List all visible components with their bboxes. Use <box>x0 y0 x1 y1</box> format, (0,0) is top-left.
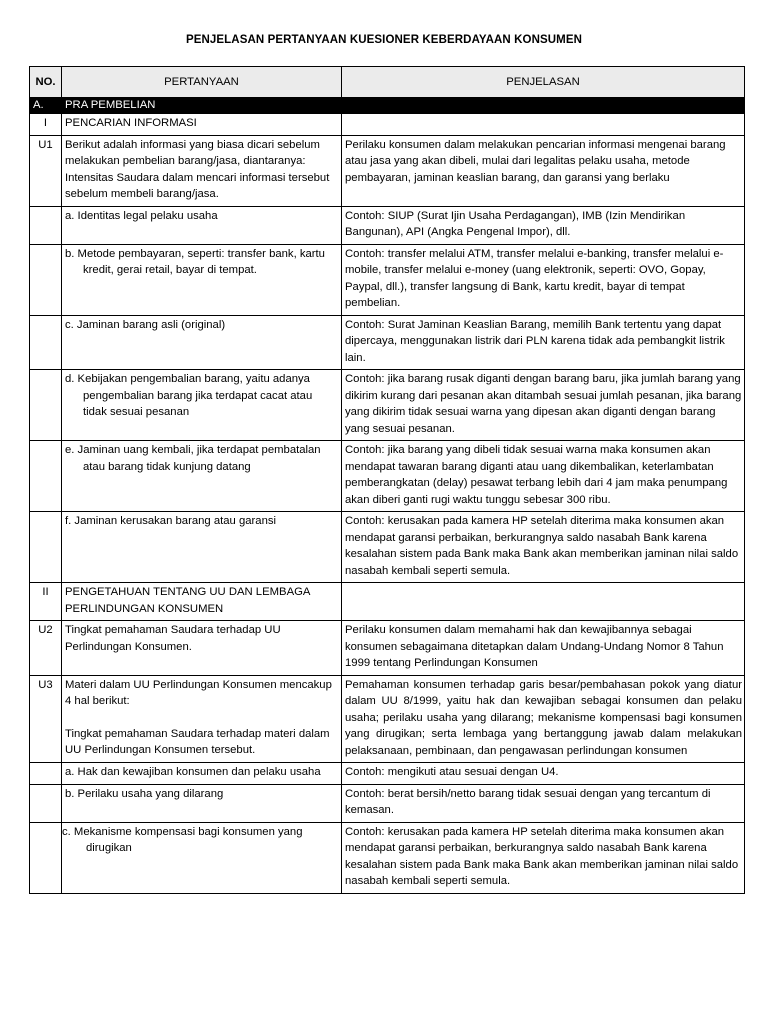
questionnaire-table <box>29 66 745 894</box>
question-prompt: Intensitas Saudara dalam mencari informasi tersebut sebelum membeli barang/jasa. <box>65 171 330 200</box>
question-intro: Materi dalam UU Perlindungan Konsumen mencakup 4 hal berikut: <box>65 678 332 707</box>
item-no-empty <box>30 370 62 441</box>
question-row-u3 <box>30 675 745 763</box>
item-label: f. Jaminan kerusakan barang atau garansi <box>62 512 342 583</box>
header-pertanyaan: PERTANYAAN <box>62 67 342 98</box>
section-empty <box>342 98 745 114</box>
section-no: A. <box>30 98 62 114</box>
item-label: a. Identitas legal pelaku usaha <box>62 206 342 244</box>
item-row <box>30 441 745 512</box>
item-no-empty <box>30 206 62 244</box>
header-penjelasan: PENJELASAN <box>342 67 745 98</box>
group-label: PENCARIAN INFORMASI <box>62 114 342 136</box>
item-label: c. Jaminan barang asli (original) <box>62 315 342 370</box>
question-text <box>62 135 342 206</box>
question-explanation: Perilaku konsumen dalam memahami hak dan kewajibannya sebagai konsumen sebagaimana ditetapkan dalam Undang-Undang Nomor 8 Tahun 1999 tentang Perlindungan Konsumen <box>342 621 745 676</box>
item-explanation: Contoh: jika barang yang dibeli tidak sesuai warna maka konsumen akan mendapat tawaran barang diganti atau uang dikembalikan, keterlambatan pemberangkatan (delay) pesawat terbang lebih dari 4 jam maka penumpang akan diberi ganti rugi waktu tunggu sebesar 300 ribu. <box>342 441 745 512</box>
item-row <box>30 822 745 893</box>
header-no: NO. <box>30 67 62 98</box>
question-prompt: Tingkat pemahaman Saudara terhadap materi dalam UU Perlindungan Konsumen tersebut. <box>65 727 330 756</box>
question-no: U1 <box>30 135 62 206</box>
item-explanation: Contoh: kerusakan pada kamera HP setelah diterima maka konsumen akan mendapat garansi perbaikan, berkurangnya saldo nasabah Bank karena kesalahan sistem pada Bank maka Bank akan memberikan jaminan nilai saldo nasabah kembali seperti semula. <box>342 512 745 583</box>
item-row <box>30 206 745 244</box>
question-intro: Berikut adalah informasi yang biasa dicari sebelum melakukan pembelian barang/jasa, diantaranya: <box>65 138 320 167</box>
item-no-empty <box>30 822 62 893</box>
item-no-empty <box>30 244 62 315</box>
spacer <box>65 710 339 726</box>
item-label: a. Hak dan kewajiban konsumen dan pelaku usaha <box>62 763 342 785</box>
group-label: PENGETAHUAN TENTANG UU DAN LEMBAGA PERLINDUNGAN KONSUMEN <box>62 583 342 621</box>
question-text <box>62 675 342 763</box>
item-no-empty <box>30 784 62 822</box>
item-explanation: Contoh: SIUP (Surat Ijin Usaha Perdagangan), IMB (Izin Mendirikan Bangunan), API (Angka Pengenal Impor), dll. <box>342 206 745 244</box>
item-label: e. Jaminan uang kembali, jika terdapat pembatalan atau barang tidak kunjung datang <box>62 441 342 512</box>
document-title: PENJELASAN PERTANYAAN KUESIONER KEBERDAYAAN KONSUMEN <box>185 34 583 46</box>
item-row <box>30 244 745 315</box>
question-no: U3 <box>30 675 62 763</box>
question-explanation: Pemahaman konsumen terhadap garis besar/pembahasan pokok yang diatur dalam UU 8/1999, yaitu hak dan kewajiban sebagai konsumen dan pelaku usaha; perilaku usaha yang dilarang; mekanisme kompensasi bagi konsumen yang dirugikan; serta lembaga yang bertanggung jawab dalam melakukan pelaksanaan, pembinaan, dan pengawasan perlindungan konsumen <box>342 675 745 763</box>
group-row-i <box>30 114 745 136</box>
group-no: I <box>30 114 62 136</box>
item-no-empty <box>30 441 62 512</box>
group-empty <box>342 583 745 621</box>
item-explanation: Contoh: transfer melalui ATM, transfer melalui e-banking, transfer melalui e- mobile, transfer melalui e-money (uang elektronik, seperti: OVO, Gopay, Paypal, dll.), transfer langsung di Bank, kartu kredit, bayar di tempat pembelian. <box>342 244 745 315</box>
item-no-empty <box>30 763 62 785</box>
item-label: b. Metode pembayaran, seperti: transfer bank, kartu kredit, gerai retail, bayar di tempat. <box>62 244 342 315</box>
item-explanation: Contoh: jika barang rusak diganti dengan barang baru, jika jumlah barang yang dikirim kurang dari pesanan akan ditambah sesuai jumlah pesanan, jika barang yang dikirim tidak sesuai warna yang dipesan akan diganti dengan barang yang sesuai pesanan. <box>342 370 745 441</box>
question-explanation: Perilaku konsumen dalam melakukan pencarian informasi mengenai barang atau jasa yang akan dibeli, mulai dari legalitas pelaku usaha, metode pembayaran, jaminan keaslian barang, dan garansi yang berlaku <box>342 135 745 206</box>
table-header-row <box>30 67 745 98</box>
item-label: c. Mekanisme kompensasi bagi konsumen yang dirugikan <box>62 822 342 893</box>
item-row <box>30 784 745 822</box>
item-explanation: Contoh: Surat Jaminan Keaslian Barang, memilih Bank tertentu yang dapat dipercaya, menggunakan listrik dari PLN karena tidak ada pembangkit listrik lain. <box>342 315 745 370</box>
item-row <box>30 315 745 370</box>
question-no: U2 <box>30 621 62 676</box>
section-label: PRA PEMBELIAN <box>62 98 342 114</box>
question-text: Tingkat pemahaman Saudara terhadap UU Perlindungan Konsumen. <box>62 621 342 676</box>
item-row <box>30 512 745 583</box>
item-no-empty <box>30 512 62 583</box>
group-no: II <box>30 583 62 621</box>
question-row-u1 <box>30 135 745 206</box>
item-no-empty <box>30 315 62 370</box>
item-label: d. Kebijakan pengembalian barang, yaitu adanya pengembalian barang jika terdapat cacat atau tidak sesuai pesanan <box>62 370 342 441</box>
item-explanation: Contoh: kerusakan pada kamera HP setelah diterima maka konsumen akan mendapat garansi perbaikan, berkurangnya saldo nasabah Bank karena kesalahan sistem pada Bank maka Bank akan memberikan jaminan nilai saldo nasabah kembali seperti semula. <box>342 822 745 893</box>
item-label: b. Perilaku usaha yang dilarang <box>62 784 342 822</box>
item-row <box>30 763 745 785</box>
item-explanation: Contoh: mengikuti atau sesuai dengan U4. <box>342 763 745 785</box>
group-row-ii <box>30 583 745 621</box>
section-row-a <box>30 98 745 114</box>
item-explanation: Contoh: berat bersih/netto barang tidak sesuai dengan yang tercantum di kemasan. <box>342 784 745 822</box>
question-row-u2 <box>30 621 745 676</box>
item-row <box>30 370 745 441</box>
group-empty <box>342 114 745 136</box>
